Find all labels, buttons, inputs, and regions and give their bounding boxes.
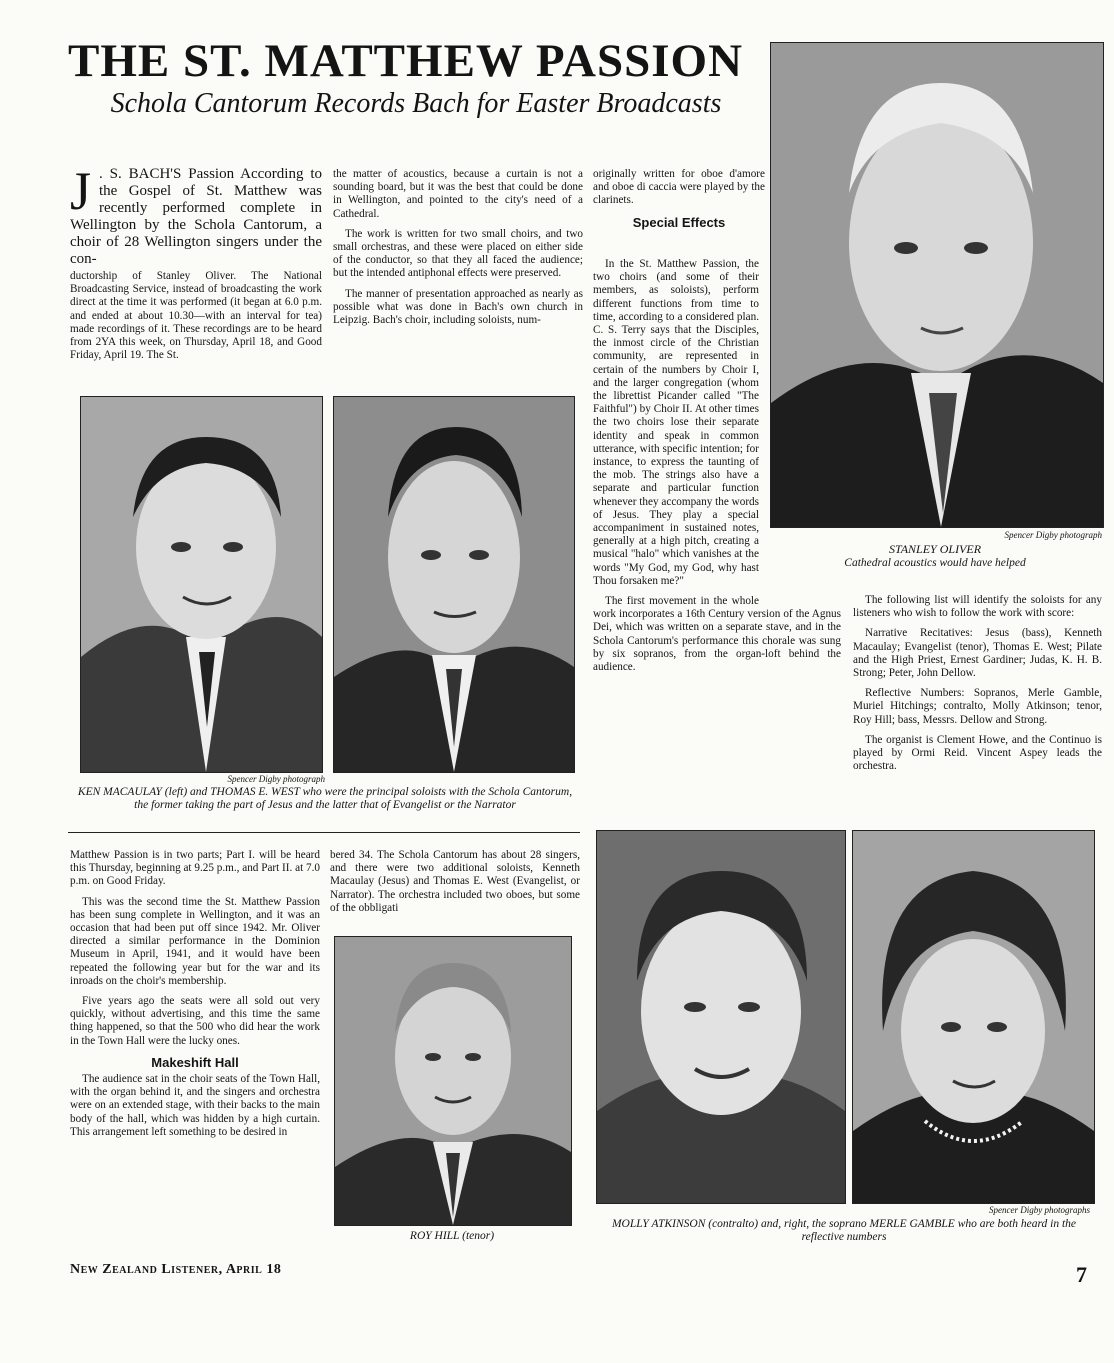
portrait-gamble-icon bbox=[853, 831, 1094, 1203]
reflective-numbers: Reflective Numbers: Sopranos, Merle Gamble, Muriel Hitchings; contralto, Molly Atkinson; tenor, Roy Hill; bass, Messrs. Dellow and Strong. bbox=[853, 687, 1102, 726]
portrait-atkinson-icon bbox=[597, 831, 845, 1203]
special-effects-paragraph: In the St. Matthew Passion, the two choirs (and some of their members, as soloists), perform different functions from time to time, according to a considered plan. C. S. Terry says that the Disciples, the inmost circle of the Christian community, are represented in certain of the numbers by Choir I, and the larger congregation (whom the librettist Picander called "The Faithful") by Choir II. At other times the two choirs lose their separate identity and speak in common utterance, with specific intention; for instance, to express the taunting of the mob. The strings also have a separate and particular function whenever they accompany the words of Jesus. They play a special accompaniment in sustained notes, generally at a high pitch, creating a musical "halo" which vanishes at the words "My God, my God, why hast Thou forsaken me?" bbox=[593, 258, 759, 587]
parts-paragraph: Matthew Passion is in two parts; Part I. will be heard this Thursday, beginning at 9.25 p.m., and Part II. at 7.0 p.m. on Good Friday. bbox=[70, 849, 320, 888]
portrait-west-icon bbox=[334, 397, 574, 772]
oliver-caption-text: Cathedral acoustics would have helped bbox=[844, 557, 1026, 569]
merle-gamble-photo bbox=[852, 830, 1095, 1204]
narrative-recitatives: Narrative Recitatives: Jesus (bass), Kenneth Macaulay; Evangelist (tenor), Thomas E. West; Pilate and the High Priest, Ernest Gardiner; Judas, K. H. B. Strong; Peter, John Dellow. bbox=[853, 627, 1102, 680]
portrait-hill-icon bbox=[335, 937, 571, 1225]
choirs-paragraph: The work is written for two small choirs, and two small orchestras, and these were placed on either side of the conductor, so that they all faced the audience; but the intended antiphonal effects were preserved. bbox=[333, 227, 583, 280]
lower-column-1 bbox=[70, 849, 320, 1146]
choir-size-paragraph: bered 34. The Schola Cantorum has about 28 singers, and there were two additional soloists, Kenneth Macaulay (Jesus) and Thomas E. West (Evangelist, or Narrator). The orchestra included two oboes, but some of the obbligati bbox=[330, 849, 580, 914]
headline: THE ST. MATTHEW PASSION bbox=[68, 35, 744, 87]
column-4 bbox=[853, 594, 1102, 780]
special-effects-heading: Special Effects bbox=[632, 214, 726, 230]
intro-paragraph: ductorship of Stanley Oliver. The National Broadcasting Service, instead of broadcasting the work direct at the time it was performed (it began at 6.0 p.m. and ended at about 10.30—with an interval for tea) made recordings of it. These recordings are to be heard from 2YA this week, on Thursday, April 18, and Good Friday, April 19. The St. bbox=[70, 270, 322, 362]
organist-paragraph: The organist is Clement Howe, and the Continuo is played by Ormi Reid. Vincent Aspey leads the orchestra. bbox=[853, 733, 1102, 773]
column-2-top bbox=[333, 168, 583, 334]
drop-cap: J bbox=[70, 161, 92, 221]
hill-caption: ROY HILL (tenor) bbox=[409, 1230, 495, 1242]
page-footer: New Zealand Listener, April 18 bbox=[70, 1262, 282, 1277]
soloist-list-intro: The following list will identify the soloists for any listeners who wish to follow the work with score: bbox=[853, 594, 1102, 620]
women-photo-credit: Spencer Digby photographs bbox=[989, 1205, 1090, 1215]
subheadline: Schola Cantorum Records Bach for Easter Broadcasts bbox=[110, 88, 722, 119]
seats-paragraph: Five years ago the seats were all sold out very quickly, without advertising, and this time the same thing happened, so that the 500 who did hear the work in the Town Hall were the lucky ones. bbox=[70, 995, 320, 1047]
pair-photo-credit: Spencer Digby photograph bbox=[227, 774, 325, 784]
stanley-oliver-photo bbox=[770, 42, 1104, 528]
lead-paragraph: . S. BACH'S Passion According to the Gospel of St. Matthew was recently performed complete in Wellington by the Schola Cantorum, a choir of 28 Wellington singers under the con- bbox=[70, 166, 322, 267]
ken-macaulay-photo bbox=[80, 396, 323, 773]
roy-hill-photo bbox=[334, 936, 572, 1226]
women-caption: MOLLY ATKINSON (contralto) and, right, the soprano MERLE GAMBLE who are both heard in the reflective numbers bbox=[611, 1218, 1077, 1243]
portrait-macaulay-icon bbox=[81, 397, 322, 772]
makeshift-paragraph: The audience sat in the choir seats of the Town Hall, with the organ behind it, and the singers and orchestra were on an extended stage, with their backs to the main body of the hall, which was hidden by a high curtain. This arrangement left something to be desired in bbox=[70, 1073, 320, 1138]
molly-atkinson-photo bbox=[596, 830, 846, 1204]
second-time-paragraph: This was the second time the St. Matthew Passion has been sung complete in Wellington, and it was an occasion that had been put off since 1942. Mr. Oliver directed a similar performance in the Dominion Museum in April, 1941, and it would have been repeated the following year but for the war and its inroads on the choir's membership. bbox=[70, 895, 320, 987]
clarinets-paragraph: originally written for oboe d'amore and oboe di caccia were played by the clarinets. bbox=[593, 168, 765, 207]
makeshift-hall-heading: Makeshift Hall bbox=[151, 1054, 239, 1070]
thomas-west-photo bbox=[333, 396, 575, 773]
column-1-top bbox=[70, 161, 322, 369]
page-number: 7 bbox=[1076, 1262, 1087, 1287]
presentation-paragraph: The manner of presentation approached as nearly as possible what was done in Bach's own church in Leipzig. Bach's choir, including soloists, num- bbox=[333, 287, 583, 327]
acoustics-paragraph: the matter of acoustics, because a curtain is not a sounding board, but it was the best that could be done in Wellington, and pointed to the city's need of a Cathedral. bbox=[333, 168, 583, 220]
oliver-caption-name: STANLEY OLIVER bbox=[888, 542, 982, 556]
section-divider bbox=[68, 832, 580, 833]
pair-caption: KEN MACAULAY (left) and THOMAS E. WEST who were the principal soloists with the Schola Cantorum, the former taking the part of Jesus and the latter that of Evangelist or the Narrator bbox=[77, 786, 573, 811]
portrait-oliver-icon bbox=[771, 43, 1103, 527]
agnus-dei-paragraph: The first movement in the whole work incorporates a 16th Century version of the Agnus Dei, which was written on a separate stave, and in the Schola Cantorum's performance this chorale was sung by six sopranos, from the organ-loft behind the audience. bbox=[593, 595, 841, 674]
column-3 bbox=[593, 168, 765, 233]
lower-column-2 bbox=[330, 849, 580, 922]
oliver-photo-credit: Spencer Digby photograph bbox=[1004, 530, 1102, 540]
